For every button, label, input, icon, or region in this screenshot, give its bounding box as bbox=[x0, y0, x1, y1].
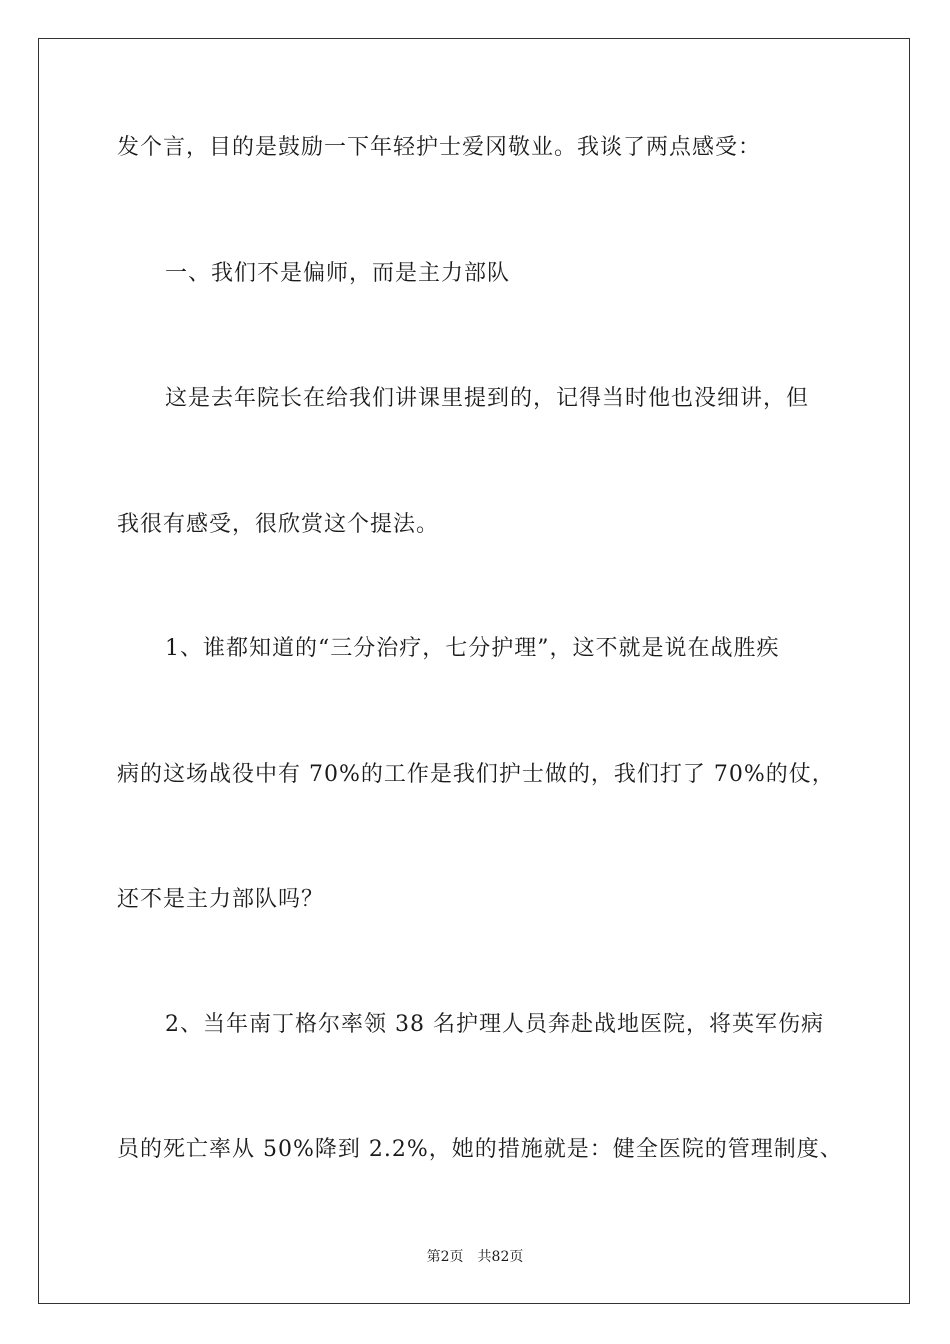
body-line-6: 病的这场战役中有 70%的工作是我们护士做的，我们打了 70%的仗， bbox=[117, 762, 835, 787]
body-line-4: 我很有感受，很欣赏这个提法。 bbox=[117, 512, 440, 537]
page-footer bbox=[0, 1247, 950, 1267]
section-heading-1: 一、我们不是偏师，而是主力部队 bbox=[165, 261, 511, 286]
body-line-3: 这是去年院长在给我们讲课里提到的，记得当时他也没细讲，但 bbox=[165, 386, 810, 411]
body-line-1: 发个言，目的是鼓励一下年轻护士爱冈敬业。我谈了两点感受： bbox=[117, 135, 762, 160]
body-line-9: 员的死亡率从 50%降到 2.2%，她的措施就是：健全医院的管理制度、 bbox=[117, 1137, 843, 1162]
page-frame bbox=[38, 38, 910, 1304]
body-line-7: 还不是主力部队吗？ bbox=[117, 887, 325, 912]
body-line-5: 1、谁都知道的“三分治疗，七分护理”，这不就是说在战胜疾 bbox=[165, 636, 780, 661]
page-total: 共82页 bbox=[477, 1249, 524, 1265]
body-line-8: 2、当年南丁格尔率领 38 名护理人员奔赴战地医院，将英军伤病 bbox=[165, 1012, 824, 1037]
page-number: 第2页 bbox=[426, 1249, 464, 1265]
